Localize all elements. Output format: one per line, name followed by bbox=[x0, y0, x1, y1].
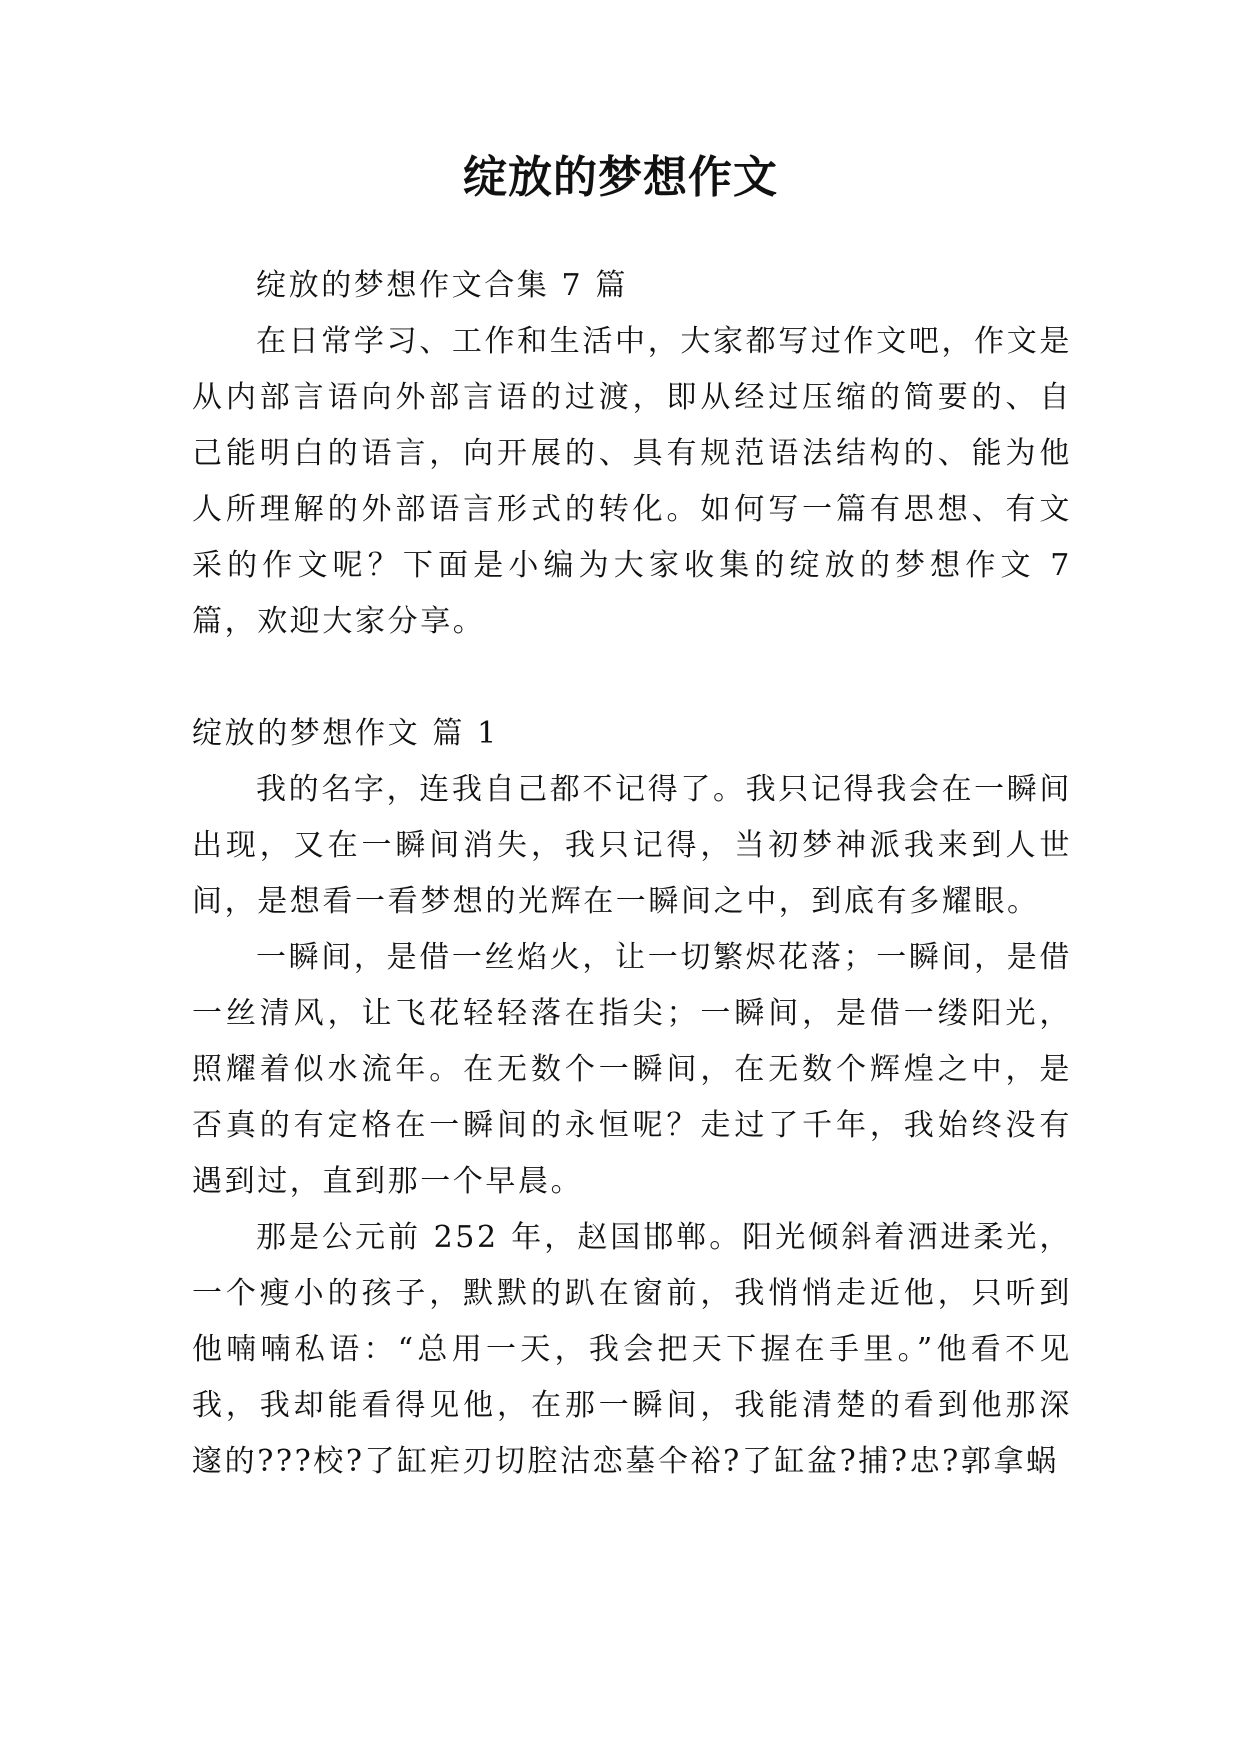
body-paragraph: 一瞬间，是借一丝焰火，让一切繁烬花落；一瞬间，是借一丝清风，让飞花轻轻落在指尖；一瞬间，是借一缕阳光，照耀着似水流年。在无数个一瞬间，在无数个辉煌之中，是否真的有定格在一瞬间的永恒呢？走过了千年，我始终没有遇到过，直到那一个早晨。 bbox=[192, 940, 1072, 1199]
collection-subtitle: 绽放的梦想作文合集 7 篇 bbox=[256, 268, 628, 303]
body-paragraph: 我的名字，连我自己都不记得了。我只记得我会在一瞬间出现，又在一瞬间消失，我只记得，当初梦神派我来到人世间，是想看一看梦想的光辉在一瞬间之中，到底有多耀眼。 bbox=[192, 772, 1072, 919]
section-heading: 绽放的梦想作文 篇 1 bbox=[192, 716, 499, 751]
document-body bbox=[192, 258, 1072, 1490]
document-title: 绽放的梦想作文 bbox=[463, 152, 778, 203]
body-paragraph: 那是公元前 252 年，赵国邯郸。阳光倾斜着洒进柔光，一个瘦小的孩子，默默的趴在窗前，我悄悄走近他，只听到他喃喃私语：“总用一天，我会把天下握在手里。”他看不见我，我却能看得见他，在那一瞬间，我能清楚的看到他那深邃的???校?了缸疟刃切腔沽恋墓仐裕?了缸盆?捕?忠?郭拿蜗 bbox=[192, 1220, 1072, 1479]
intro-paragraph: 在日常学习、工作和生活中，大家都写过作文吧，作文是从内部言语向外部言语的过渡，即从经过压缩的简要的、自己能明白的语言，向开展的、具有规范语法结构的、能为他人所理解的外部语言形式的转化。如何写一篇有思想、有文采的作文呢？下面是小编为大家收集的绽放的梦想作文 7 篇，欢迎大家分享。 bbox=[192, 324, 1072, 639]
